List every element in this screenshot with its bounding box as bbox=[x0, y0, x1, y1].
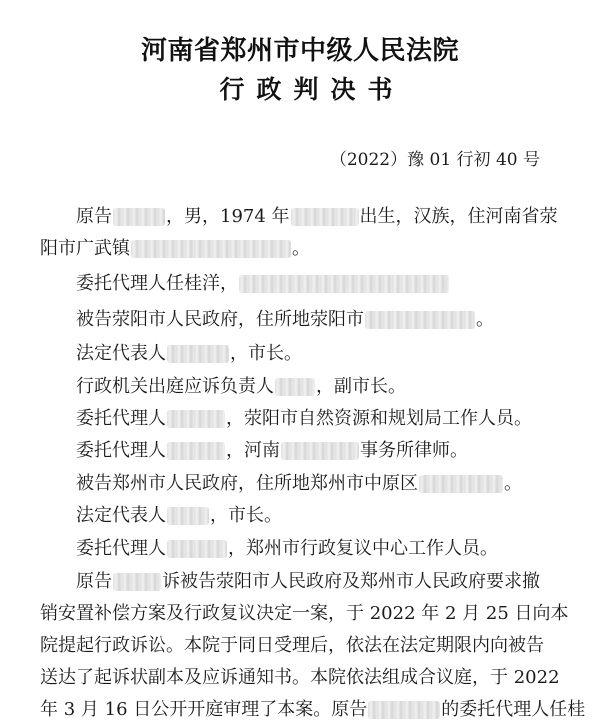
text-segment: 年 3 月 16 日公开开庭审理了本案。原告 bbox=[40, 699, 368, 720]
text-segment: 委托代理人 bbox=[76, 440, 166, 461]
text-segment: 阳市广武镇 bbox=[40, 238, 130, 259]
text-segment: 的委托代理人任桂 bbox=[441, 699, 586, 720]
text-segment: 委托代理人 bbox=[76, 408, 166, 429]
redacted-info bbox=[239, 275, 449, 293]
text-segment: ，男，1974 年 bbox=[166, 206, 290, 227]
text-segment: 行政机关出庭应诉负责人 bbox=[76, 376, 274, 397]
text-segment: ，市长。 bbox=[210, 505, 282, 526]
text-segment: ，河南 bbox=[226, 440, 280, 461]
text-segment: 委托代理人 bbox=[76, 538, 166, 559]
text-segment: 原告 bbox=[76, 571, 112, 592]
agent-line bbox=[76, 272, 450, 296]
text-segment: 被告郑州市人民政府，住所地郑州市中原区 bbox=[76, 473, 418, 494]
agent-line bbox=[76, 439, 468, 463]
text-segment: ，郑州市行政复议中心工作人员。 bbox=[228, 538, 498, 559]
paragraph-line bbox=[40, 698, 585, 722]
text-segment: 。 bbox=[504, 473, 522, 494]
paragraph-line bbox=[76, 570, 540, 594]
plaintiff-address-line bbox=[40, 237, 310, 261]
document-type-title: 行政判决书 bbox=[219, 75, 405, 104]
redacted-name bbox=[113, 208, 165, 226]
text-segment: 委托代理人任桂洋， bbox=[76, 273, 238, 294]
plaintiff-line bbox=[76, 205, 558, 229]
paragraph-line bbox=[40, 666, 560, 690]
legal-representative-line bbox=[76, 504, 282, 528]
text-segment: 诉被告荥阳市人民政府及郑州市人民政府要求撤 bbox=[162, 571, 540, 592]
redacted-name bbox=[275, 378, 315, 396]
agent-line bbox=[76, 537, 498, 561]
redacted-firm bbox=[281, 442, 359, 460]
text-segment: 出生，汉族，住河南省荥 bbox=[359, 206, 558, 227]
paragraph-line bbox=[40, 634, 544, 658]
redacted-birthdate bbox=[291, 208, 359, 226]
redacted-name bbox=[167, 540, 227, 558]
redacted-name bbox=[167, 345, 229, 363]
redacted-address bbox=[131, 240, 291, 258]
text-segment: 。 bbox=[292, 238, 310, 259]
text-segment: 。 bbox=[476, 309, 494, 330]
redacted-name bbox=[113, 573, 161, 591]
text-segment: 法定代表人 bbox=[76, 343, 166, 364]
legal-representative-line bbox=[76, 342, 302, 366]
text-segment: 事务所律师。 bbox=[360, 440, 468, 461]
redacted-address bbox=[365, 311, 475, 329]
redacted-name bbox=[167, 410, 225, 428]
court-name-title: 河南省郑州市中级人民法院 bbox=[140, 36, 459, 66]
text-segment: ，荥阳市自然资源和规划局工作人员。 bbox=[226, 408, 532, 429]
redacted-name bbox=[167, 442, 225, 460]
defendant-line bbox=[76, 472, 522, 496]
redacted-name bbox=[167, 507, 209, 525]
paragraph-line bbox=[40, 602, 569, 626]
text-segment: ，市长。 bbox=[230, 343, 302, 364]
text-segment: 送达了起诉状副本及应诉通知书。本院依法组成合议庭，于 2022 bbox=[40, 667, 560, 688]
text-segment: 原告 bbox=[76, 206, 112, 227]
text-segment: ，副市长。 bbox=[316, 376, 406, 397]
defendant-line bbox=[76, 308, 494, 332]
responsible-person-line bbox=[76, 375, 406, 399]
agent-line bbox=[76, 407, 532, 431]
text-segment: 院提起行政诉讼。本院于同日受理后，依法在法定期限内向被告 bbox=[40, 635, 544, 656]
redacted-name bbox=[368, 701, 440, 719]
text-segment: 销安置补偿方案及行政复议决定一案，于 2022 年 2 月 25 日向本 bbox=[40, 603, 569, 624]
case-number: （2022）豫 01 行初 40 号 bbox=[329, 150, 540, 170]
text-segment: 法定代表人 bbox=[76, 505, 166, 526]
text-segment: 被告荥阳市人民政府，住所地荥阳市 bbox=[76, 309, 364, 330]
redacted-address bbox=[419, 475, 503, 493]
